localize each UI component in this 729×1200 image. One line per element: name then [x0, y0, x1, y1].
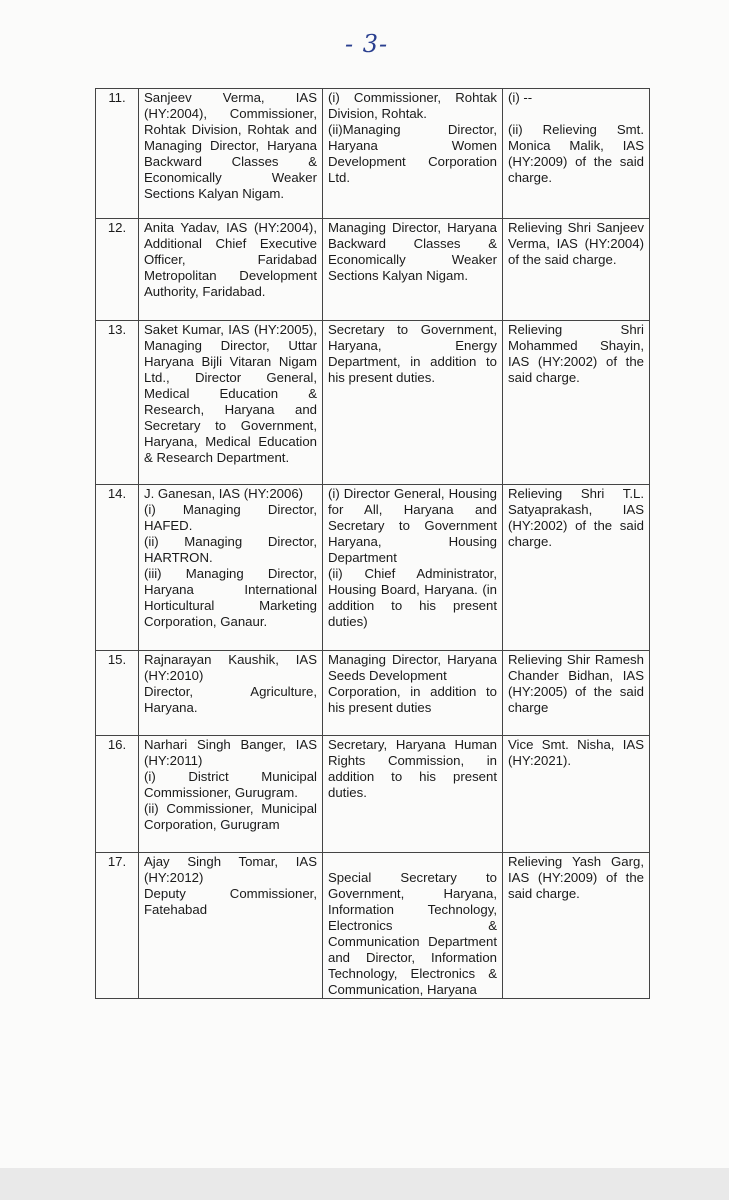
remarks-cell: Relieving Shri Sanjeev Verma, IAS (HY:2004) of the said charge.: [503, 219, 650, 321]
serial-number: 16.: [96, 736, 139, 853]
serial-number: 12.: [96, 219, 139, 321]
posting-cell: Special Secretary to Government, Haryana, Information Technology, Electronics & Communication Department and Director, Information Technology, Electronics & Communication, Haryana: [323, 853, 503, 999]
transfer-orders-table: [95, 88, 650, 999]
officer-cell: Sanjeev Verma, IAS (HY:2004), Commissioner, Rohtak Division, Rohtak and Managing Director, Haryana Backward Classes & Economically Weaker Sections Kalyan Nigam.: [139, 89, 323, 219]
remarks-cell: (i) -- (ii) Relieving Smt. Monica Malik, IAS (HY:2009) of the said charge.: [503, 89, 650, 219]
table-row: [96, 89, 650, 219]
officer-cell: Ajay Singh Tomar, IAS (HY:2012) Deputy Commissioner, Fatehabad: [139, 853, 323, 999]
page-number: - 3-: [345, 30, 389, 58]
posting-cell: (i) Director General, Housing for All, Haryana and Secretary to Government Haryana, Housing Department (ii) Chief Administrator, Housing Board, Haryana. (in addition to his present duties): [323, 485, 503, 651]
serial-number: 14.: [96, 485, 139, 651]
posting-cell: Managing Director, Haryana Seeds Development Corporation, in addition to his present duties: [323, 651, 503, 736]
table-row: [96, 853, 650, 999]
table-row: [96, 219, 650, 321]
serial-number: 13.: [96, 321, 139, 485]
table-row: [96, 651, 650, 736]
remarks-cell: Relieving Shri Mohammed Shayin, IAS (HY:2002) of the said charge.: [503, 321, 650, 485]
officer-cell: J. Ganesan, IAS (HY:2006) (i) Managing Director, HAFED. (ii) Managing Director, HARTRON. (iii) Managing Director, Haryana International Horticultural Marketing Corporation, Ganaur.: [139, 485, 323, 651]
remarks-cell: Vice Smt. Nisha, IAS (HY:2021).: [503, 736, 650, 853]
remarks-cell: Relieving Shir Ramesh Chander Bidhan, IAS (HY:2005) of the said charge: [503, 651, 650, 736]
posting-cell: Secretary to Government, Haryana, Energy Department, in addition to his present duties.: [323, 321, 503, 485]
posting-cell: Managing Director, Haryana Backward Classes & Economically Weaker Sections Kalyan Nigam.: [323, 219, 503, 321]
officer-cell: Narhari Singh Banger, IAS (HY:2011) (i) District Municipal Commissioner, Gurugram. (ii) Commissioner, Municipal Corporation, Gurugram: [139, 736, 323, 853]
officer-cell: Rajnarayan Kaushik, IAS (HY:2010) Director, Agriculture, Haryana.: [139, 651, 323, 736]
serial-number: 11.: [96, 89, 139, 219]
officer-cell: Anita Yadav, IAS (HY:2004), Additional Chief Executive Officer, Faridabad Metropolitan Development Authority, Faridabad.: [139, 219, 323, 321]
posting-cell: (i) Commissioner, Rohtak Division, Rohtak. (ii)Managing Director, Haryana Women Development Corporation Ltd.: [323, 89, 503, 219]
remarks-cell: Relieving Yash Garg, IAS (HY:2009) of the said charge.: [503, 853, 650, 999]
serial-number: 17.: [96, 853, 139, 999]
officer-cell: Saket Kumar, IAS (HY:2005), Managing Director, Uttar Haryana Bijli Vitaran Nigam Ltd., Director General, Medical Education & Research, Haryana and Secretary to Government, Haryana, Medical Education & Research Department.: [139, 321, 323, 485]
remarks-cell: Relieving Shri T.L. Satyaprakash, IAS (HY:2002) of the said charge.: [503, 485, 650, 651]
posting-cell: Secretary, Haryana Human Rights Commission, in addition to his present duties.: [323, 736, 503, 853]
table-row: [96, 736, 650, 853]
table-row: [96, 485, 650, 651]
table-row: [96, 321, 650, 485]
serial-number: 15.: [96, 651, 139, 736]
